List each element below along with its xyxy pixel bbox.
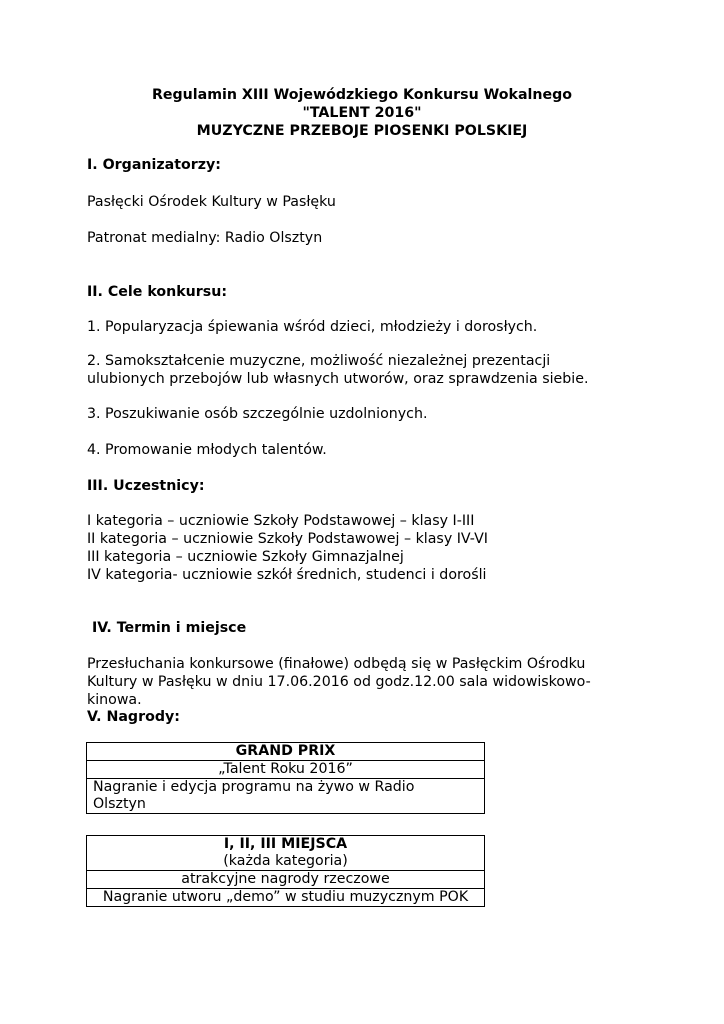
category-4: IV kategoria- uczniowie szkół średnich, studenci i dorośli — [87, 567, 487, 583]
section-1-heading: I. Organizatorzy: — [87, 157, 221, 173]
category-2: II kategoria – uczniowie Szkoły Podstawowej – klasy IV-VI — [87, 531, 488, 547]
category-1: I kategoria – uczniowie Szkoły Podstawowej – klasy I-III — [87, 513, 475, 529]
places-prize-2: Nagranie utworu „demo” w studiu muzycznym POK — [87, 889, 485, 907]
goal-2-line-2: ulubionych przebojów lub własnych utworów, oraz sprawdzenia siebie. — [87, 371, 589, 387]
title-line-2: "TALENT 2016" — [302, 105, 422, 121]
section-3-heading: III. Uczestnicy: — [87, 478, 205, 494]
organizer-text: Pasłęcki Ośrodek Kultury w Pasłęku — [87, 194, 336, 210]
section-2-heading: II. Cele konkursu: — [87, 284, 227, 300]
goal-3: 3. Poszukiwanie osób szczególnie uzdolnionych. — [87, 406, 428, 422]
grand-prix-title: GRAND PRIX — [87, 743, 485, 761]
venue-line-1: Przesłuchania konkursowe (finałowe) odbędą się w Pasłęckim Ośrodku — [87, 656, 586, 672]
category-3: III kategoria – uczniowie Szkoły Gimnazjalnej — [87, 549, 404, 565]
venue-line-2: Kultury w Pasłęku w dniu 17.06.2016 od godz.12.00 sala widowiskowo- — [87, 674, 591, 690]
venue-line-3: kinowa. — [87, 692, 142, 708]
places-header — [87, 836, 485, 871]
places-subtitle: (każda kategoria) — [223, 853, 348, 869]
grand-prix-prize-line-2: Olsztyn — [93, 796, 146, 812]
grand-prix-subtitle: „Talent Roku 2016” — [87, 761, 485, 779]
section-4-heading: IV. Termin i miejsce — [87, 620, 247, 636]
places-table — [86, 835, 485, 907]
document-title — [0, 86, 724, 140]
patron-text: Patronat medialny: Radio Olsztyn — [87, 230, 323, 246]
goal-4: 4. Promowanie młodych talentów. — [87, 442, 327, 458]
grand-prix-table — [86, 742, 485, 814]
goal-2-line-1: 2. Samokształcenie muzyczne, możliwość niezależnej prezentacji — [87, 353, 551, 369]
goal-1: 1. Popularyzacja śpiewania wśród dzieci, młodzieży i dorosłych. — [87, 319, 538, 335]
title-line-3: MUZYCZNE PRZEBOJE PIOSENKI POLSKIEJ — [196, 123, 528, 139]
section-5-heading: V. Nagrody: — [87, 709, 180, 725]
grand-prix-prize — [87, 779, 485, 814]
title-line-1: Regulamin XIII Wojewódzkiego Konkursu Wokalnego — [151, 87, 573, 103]
places-prize-1: atrakcyjne nagrody rzeczowe — [87, 871, 485, 889]
grand-prix-prize-line-1: Nagranie i edycja programu na żywo w Radio — [93, 779, 415, 795]
places-title: I, II, III MIEJSCA — [223, 836, 348, 852]
